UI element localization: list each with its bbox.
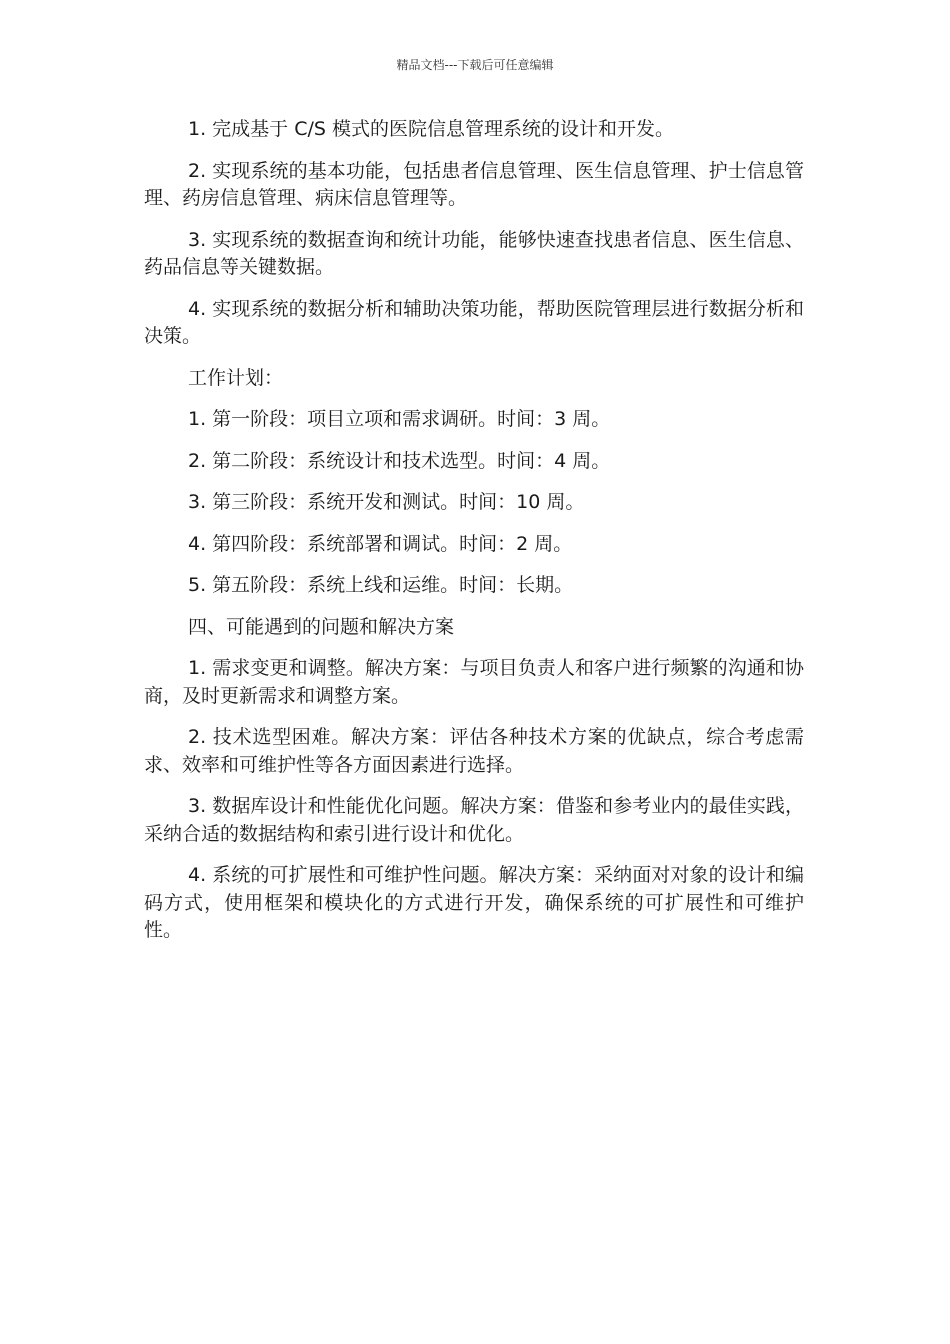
section-heading-work-plan: 工作计划： — [188, 366, 284, 389]
plan-stage-2: 2. 第二阶段：系统设计和技术选型。时间：4 周。 — [188, 449, 611, 472]
plan-stage-1: 1. 第一阶段：项目立项和需求调研。时间：3 周。 — [188, 408, 611, 430]
plan-stage-4: 4. 第四阶段：系统部署和调试。时间：2 周。 — [188, 532, 573, 555]
section-heading-problems: 四、可能遇到的问题和解决方案 — [188, 615, 455, 638]
document-body — [144, 116, 804, 959]
problem-item-2: 2. 技术选型困难。解决方案：评估各种技术方案的优缺点，综合考虑需求、效率和可维护性等各方面因素进行选择。 — [144, 726, 804, 776]
paragraph-goal-1: 1. 完成基于 C/S 模式的医院信息管理系统的设计和开发。 — [188, 118, 674, 140]
page-header: 精品文档---下载后可任意编辑 — [396, 58, 554, 72]
problem-item-4: 4. 系统的可扩展性和可维护性问题。解决方案：采纳面对对象的设计和编码方式，使用框架和模块化的方式进行开发，确保系统的可扩展性和可维护性。 — [144, 864, 804, 941]
problem-item-1: 1. 需求变更和调整。解决方案：与项目负责人和客户进行频繁的沟通和协商，及时更新需求和调整方案。 — [144, 657, 804, 707]
problem-item-3: 3. 数据库设计和性能优化问题。解决方案：借鉴和参考业内的最佳实践，采纳合适的数据结构和索引进行设计和优化。 — [144, 795, 804, 845]
paragraph-goal-2: 2. 实现系统的基本功能，包括患者信息管理、医生信息管理、护士信息管理、药房信息管理、病床信息管理等。 — [144, 159, 804, 209]
plan-stage-3: 3. 第三阶段：系统开发和测试。时间：10 周。 — [188, 491, 585, 513]
paragraph-goal-4: 4. 实现系统的数据分析和辅助决策功能，帮助医院管理层进行数据分析和决策。 — [144, 297, 804, 347]
paragraph-goal-3: 3. 实现系统的数据查询和统计功能，能够快速查找患者信息、医生信息、药品信息等关键数据。 — [144, 228, 804, 278]
plan-stage-5: 5. 第五阶段：系统上线和运维。时间：长期。 — [188, 574, 574, 596]
